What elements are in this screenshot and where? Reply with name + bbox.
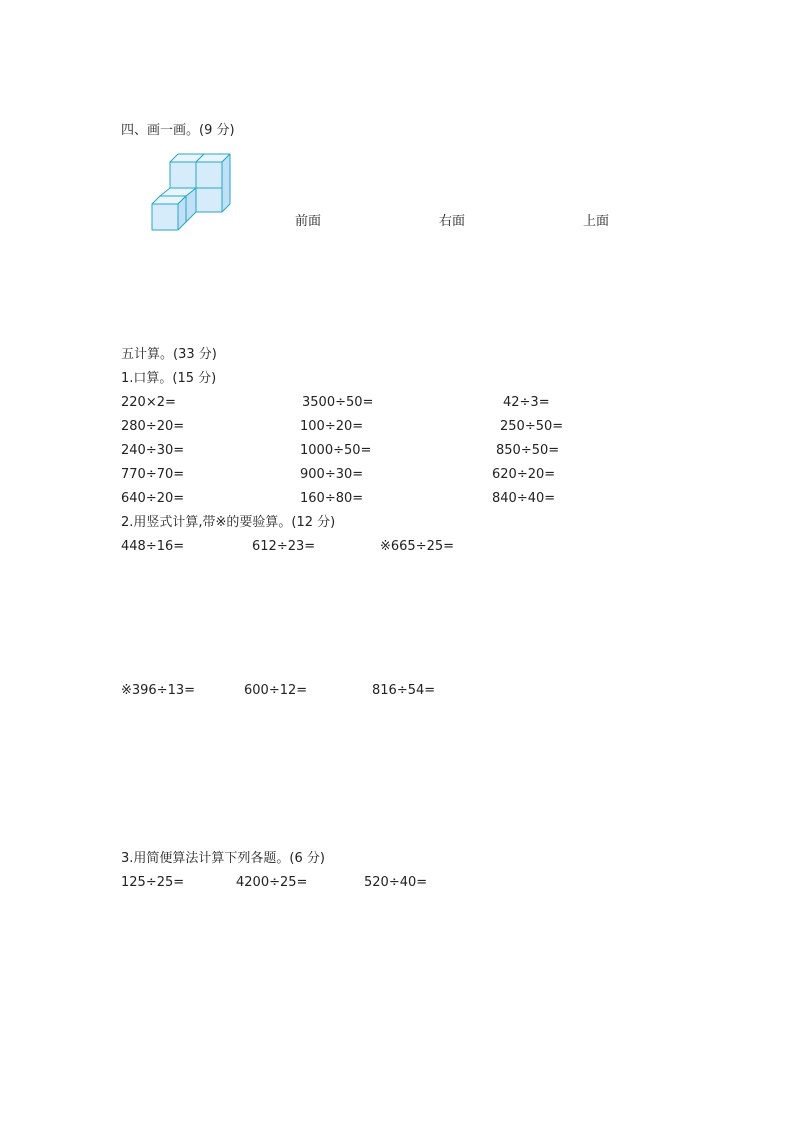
problem: 612÷23= [252, 539, 316, 554]
problem: 520÷40= [364, 875, 428, 890]
problem: 600÷12= [244, 683, 308, 698]
problem: 250÷50= [500, 419, 564, 434]
problem: 770÷70= [121, 467, 185, 482]
cube-stack-figure [150, 152, 232, 234]
part-1-title: 1.口算。(15 分) [121, 371, 217, 386]
problem: ※665÷25= [380, 539, 455, 554]
problem: 125÷25= [121, 875, 185, 890]
problem: 640÷20= [121, 491, 185, 506]
problem: 4200÷25= [236, 875, 308, 890]
part-2-title: 2.用竖式计算,带※的要验算。(12 分) [121, 515, 336, 530]
problem: 100÷20= [300, 419, 364, 434]
problem: 900÷30= [300, 467, 364, 482]
problem: ※396÷13= [121, 683, 196, 698]
problem: 3500÷50= [302, 395, 374, 410]
problem: 280÷20= [121, 419, 185, 434]
problem: 850÷50= [496, 443, 560, 458]
problem: 840÷40= [492, 491, 556, 506]
view-label-top: 上面 [583, 214, 610, 229]
part-3-title: 3.用简便算法计算下列各题。(6 分) [121, 851, 325, 866]
problem: 160÷80= [300, 491, 364, 506]
section-5-title: 五计算。(33 分) [121, 347, 217, 362]
view-label-front: 前面 [295, 214, 322, 229]
problem: 42÷3= [503, 395, 550, 410]
problem: 240÷30= [121, 443, 185, 458]
section-4-title: 四、画一画。(9 分) [121, 123, 235, 138]
view-label-right: 右面 [439, 214, 466, 229]
problem: 1000÷50= [300, 443, 372, 458]
problem: 448÷16= [121, 539, 185, 554]
problem: 620÷20= [492, 467, 556, 482]
problem: 816÷54= [372, 683, 436, 698]
problem: 220×2= [121, 395, 176, 410]
